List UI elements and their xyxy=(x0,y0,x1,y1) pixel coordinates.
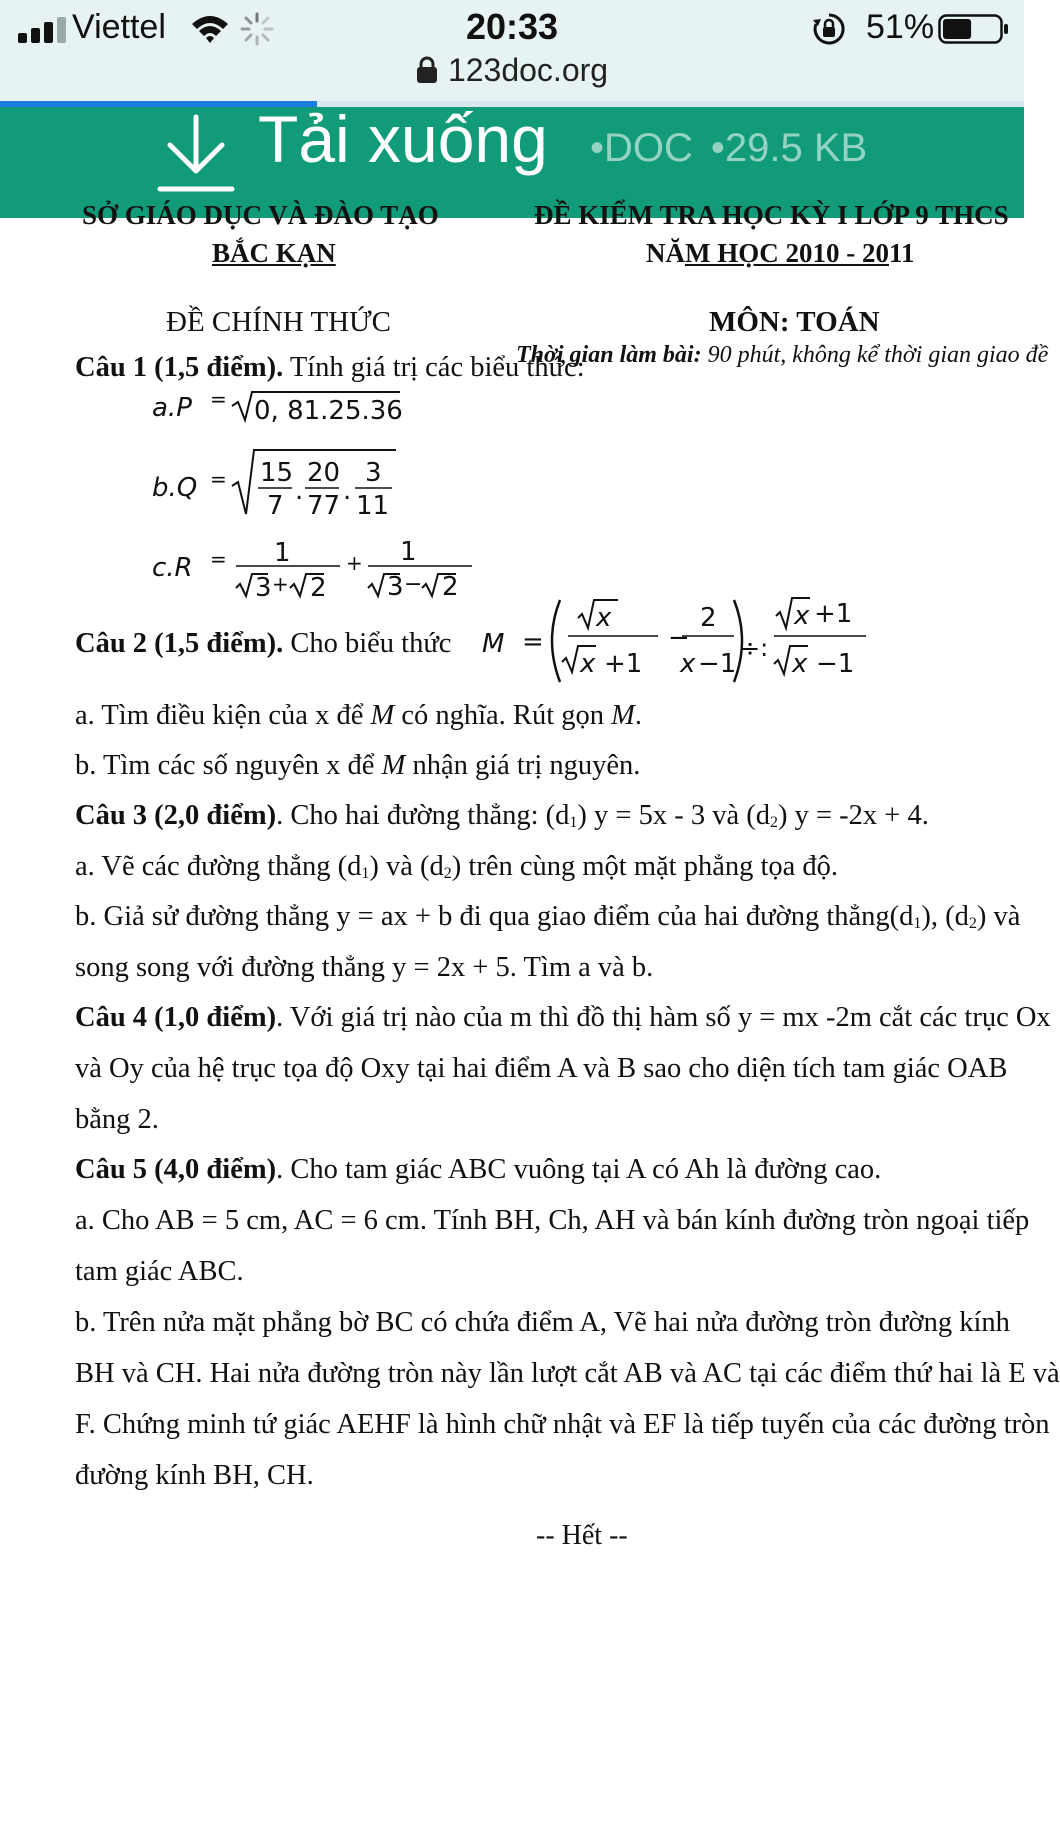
q5-part-a: a. Cho AB = 5 cm, AC = 6 cm. Tính BH, Ch, AH và bán kính đường tròn ngoại tiếp xyxy=(75,1205,1030,1236)
q1a-radicand: 0, 81.25.36 xyxy=(254,396,403,426)
svg-text:M: M xyxy=(482,629,505,659)
carrier-name: Viettel xyxy=(72,8,166,46)
file-meta xyxy=(590,126,885,171)
q5-part-a-line2: tam giác ABC. xyxy=(75,1256,244,1287)
header-school-year: NĂM HỌC 2010 - 2011 xyxy=(646,238,915,268)
header-province: BẮC KẠN xyxy=(212,238,336,268)
file-type: •DOC xyxy=(590,126,693,170)
q5-part-b: b. Trên nửa mặt phẳng bờ BC có chứa điểm A, Vẽ hai nửa đường tròn đường kính xyxy=(75,1307,1010,1338)
battery-icon xyxy=(938,12,1010,46)
end-marker: -- Hết -- xyxy=(536,1520,628,1551)
svg-text:+1: +1 xyxy=(814,599,853,629)
orientation-lock-icon xyxy=(812,12,846,46)
svg-text:+: + xyxy=(272,572,289,596)
q4-line2: và Oy của hệ trục tọa độ Oxy tại hai điểm A và B sao cho diện tích tam giác OAB xyxy=(75,1053,1008,1084)
header-department: SỞ GIÁO DỤC VÀ ĐÀO TẠO xyxy=(82,200,439,230)
svg-text:3: 3 xyxy=(255,573,272,603)
svg-text:x: x xyxy=(680,649,696,679)
svg-text:3: 3 xyxy=(365,458,382,488)
svg-text:x: x xyxy=(596,603,612,633)
svg-text:−1: −1 xyxy=(816,649,855,679)
svg-text:+1: +1 xyxy=(604,649,643,679)
q1a-eq: = xyxy=(210,387,227,411)
header-exam-title: ĐỀ KIỂM TRA HỌC KỲ I LỚP 9 THCS xyxy=(534,200,1009,230)
svg-text:77: 77 xyxy=(307,491,341,521)
svg-text:1: 1 xyxy=(274,538,291,568)
q4-text: Câu 4 (1,0 điểm). Với giá trị nào của m thì đồ thị hàm số y = mx -2m cắt các trục Ox xyxy=(75,1002,1051,1033)
svg-text:2: 2 xyxy=(310,573,327,603)
svg-text:−: − xyxy=(668,623,690,653)
q5-part-b-line3: F. Chứng minh tứ giác AEHF là hình chữ nhật và EF là tiếp tuyến của các đường tròn xyxy=(75,1409,1050,1440)
q5-part-b-line2: BH và CH. Hai nửa đường tròn này lần lượt cắt AB và AC tại các điểm thứ hai là E và xyxy=(75,1358,1060,1389)
q1b-label: b.Q xyxy=(152,473,198,503)
q5-text: Câu 5 (4,0 điểm). Cho tam giác ABC vuông tại A có Ah là đường cao. xyxy=(75,1154,882,1185)
svg-text:=: = xyxy=(522,627,544,657)
document-page xyxy=(0,200,1060,1821)
status-bar xyxy=(0,0,1024,107)
header-subject: MÔN: TOÁN xyxy=(709,306,880,338)
svg-text:11: 11 xyxy=(356,491,390,521)
q3-part-b-line2: song song với đường thẳng y = 2x + 5. Tìm a và b. xyxy=(75,952,654,983)
svg-text:x: x xyxy=(792,649,808,679)
q1-text: Câu 1 (1,5 điểm). Tính giá trị các biểu thức: xyxy=(75,352,585,383)
svg-text:−1: −1 xyxy=(698,649,737,679)
q1c-label: c.R xyxy=(152,553,193,583)
header-duration: Thời gian làm bài: 90 phút, không kể thời gian giao đề xyxy=(516,342,1049,368)
q2-part-a: a. Tìm điều kiện của x để M có nghĩa. Rút gọn M. xyxy=(75,700,642,731)
q3-part-a: a. Vẽ các đường thẳng $(d_1)$ và $(d_2)$ trên cùng một mặt phẳng tọa độ. xyxy=(75,851,839,882)
svg-text:.: . xyxy=(343,476,352,506)
svg-text:2: 2 xyxy=(700,603,717,633)
url-text: 123doc.org xyxy=(447,52,609,88)
svg-text:x: x xyxy=(580,649,596,679)
q1c-formula-second-term xyxy=(360,534,480,602)
battery-percent: 51% xyxy=(866,8,935,46)
q3-text: Câu 3 (2,0 điểm). Cho hai đường thẳng: $(d_1) y = 5x - 3$ và $(d_2) y = -2x + 4$. xyxy=(75,800,929,831)
svg-text:+: + xyxy=(346,551,363,575)
download-label: Tải xuống xyxy=(258,102,548,176)
q1c-eq: = xyxy=(210,547,227,571)
q1b-eq: = xyxy=(210,467,227,491)
svg-text:1: 1 xyxy=(400,537,417,567)
padlock-icon xyxy=(416,56,438,84)
svg-text:3: 3 xyxy=(387,572,404,602)
svg-text:−: − xyxy=(404,572,423,597)
q1a-label: a.P xyxy=(152,393,192,423)
svg-text:x: x xyxy=(794,601,810,631)
header-official: ĐỀ CHÍNH THỨC xyxy=(166,306,391,338)
svg-text:2: 2 xyxy=(442,572,459,602)
address-bar[interactable] xyxy=(0,52,1024,89)
q3-part-b: b. Giả sử đường thẳng y = ax + b đi qua giao điểm của hai đường $thẳng(d_1)$, $(d_2)$ và xyxy=(75,901,1021,932)
q4-line3: bằng 2. xyxy=(75,1104,159,1135)
svg-text:7: 7 xyxy=(267,491,284,521)
q2-text: Câu 2 (1,5 điểm). Cho biểu thức xyxy=(75,628,452,659)
q2-part-b: b. Tìm các số nguyên x để M nhận giá trị nguyên. xyxy=(75,750,641,781)
file-size: •29.5 KB xyxy=(710,126,868,170)
download-icon xyxy=(156,111,236,197)
svg-text:.: . xyxy=(295,476,304,506)
q2-formula xyxy=(478,586,878,692)
svg-text:20: 20 xyxy=(307,458,341,488)
svg-text:15: 15 xyxy=(260,458,294,488)
q5-part-b-line4: đường kính BH, CH. xyxy=(75,1460,314,1491)
svg-text:÷:: ÷: xyxy=(740,634,769,662)
clock-time: 20:33 xyxy=(465,6,559,47)
